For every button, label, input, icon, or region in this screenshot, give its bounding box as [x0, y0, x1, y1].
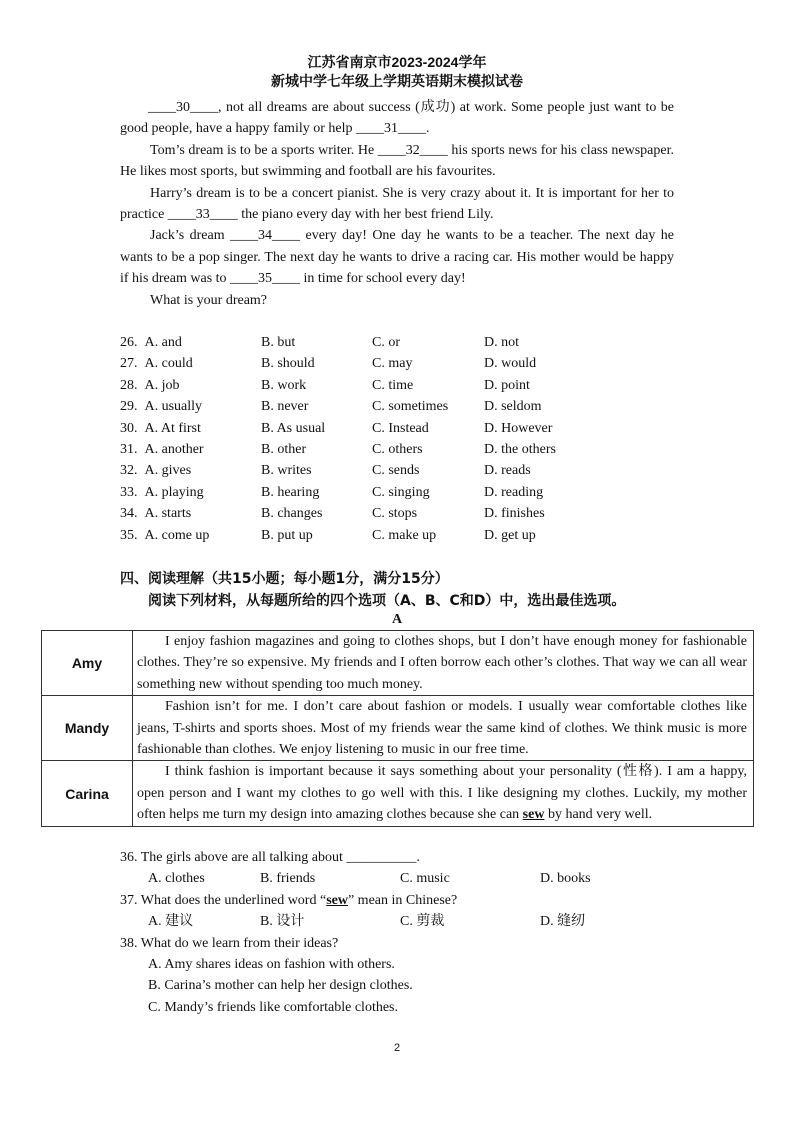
- question-number: 34.: [120, 506, 138, 522]
- speaker-text: [137, 761, 747, 825]
- question-stem: 36. The girls above are all talking about __________.: [120, 850, 420, 865]
- option-d: D. 缝纫: [540, 914, 586, 930]
- section-heading: 四、阅读理解（共15小题；每小题1分，满分15分）: [120, 571, 449, 587]
- option-row: [120, 396, 680, 417]
- table-row: [42, 696, 754, 761]
- stem-after: ” mean in Chinese?: [347, 892, 458, 908]
- option-c: C. Mandy’s friends like comfortable clothes.: [148, 999, 398, 1015]
- option-c: C. 剪裁: [400, 914, 445, 930]
- option-c: C. or: [372, 335, 400, 350]
- speaker-text-cell: [133, 761, 754, 826]
- option-b: B. hearing: [261, 484, 320, 500]
- option-row: [120, 353, 680, 374]
- option-b: B. but: [261, 335, 296, 350]
- speaker-text: I enjoy fashion magazines and going to clothes shops, but I don’t have enough money for fashionable clothes. They’re so expensive. My friends and I often borrow each other’s clothes. That way we can all wear something new without spending too much money.: [137, 634, 747, 692]
- reading-table: [41, 630, 754, 827]
- option-row: [120, 375, 680, 396]
- questions: [120, 847, 708, 1018]
- option-d: D. books: [540, 871, 591, 887]
- option-a: A. gives: [144, 463, 192, 479]
- stem-before: 37. What does the underlined word “: [120, 892, 327, 908]
- option-d: D. the others: [484, 441, 556, 457]
- option-row: [120, 525, 680, 546]
- question-options: [120, 868, 680, 889]
- option-b: B. put up: [261, 527, 313, 543]
- option-a: A. starts: [144, 506, 192, 522]
- table-row: [42, 761, 754, 826]
- option-row: [120, 418, 680, 439]
- option-row: [120, 482, 680, 503]
- speaker-text-before: I think fashion is important because it says something about your personality (性格). I am a happy, open person and I want my clothes to go well with this. I like designing my clothes. Luckily, my mother often helps me turn my design into amazing clothes because she can: [137, 764, 747, 823]
- option-d: D. reading: [484, 484, 544, 500]
- option-c: C. music: [400, 871, 450, 887]
- option-c: C. make up: [372, 527, 437, 543]
- passage-paragraph: Jack’s dream ____34____ every day! One day he wants to be a teacher. The next day he wants to be a pop singer. The next day he wants to drive a racing car. His mother would be happy if his dream was to ____35____ in time for school every day!: [120, 228, 674, 287]
- option-a: A. clothes: [148, 871, 205, 887]
- option-b: B. should: [261, 356, 315, 372]
- speaker-name: Carina: [42, 761, 133, 826]
- option-c: C. singing: [372, 484, 430, 500]
- question-stem: [120, 890, 680, 911]
- question-stem: 38. What do we learn from their ideas?: [120, 935, 339, 951]
- option-a: A. could: [144, 356, 193, 372]
- option-a: A. playing: [144, 484, 204, 500]
- option-d: D. point: [484, 377, 530, 393]
- option-d: D. would: [484, 356, 537, 372]
- option-d: D. seldom: [484, 399, 542, 415]
- question-number: 26.: [120, 335, 138, 350]
- page-number: 2: [393, 1042, 401, 1054]
- question-number: 32.: [120, 463, 138, 479]
- question-number: 28.: [120, 377, 138, 393]
- option-c: C. others: [372, 441, 423, 457]
- exam-title-line2: 新城中学七年级上学期英语期末模拟试卷: [271, 73, 523, 89]
- option-d: D. reads: [484, 463, 531, 479]
- option-b: B. never: [261, 399, 309, 415]
- question-number: 27.: [120, 356, 138, 372]
- cloze-passage: [120, 97, 674, 311]
- option-a: A. At first: [144, 420, 201, 436]
- passage-paragraph: ____30____, not all dreams are about success (成功) at work. Some people just want to be good people, have a happy family or help ____31____.: [120, 100, 674, 137]
- passage-paragraph: What is your dream?: [150, 292, 268, 308]
- option-b: B. work: [261, 377, 307, 393]
- option-row: [120, 460, 680, 481]
- option-row: [120, 332, 680, 353]
- speaker-text: Fashion isn’t for me. I don’t care about fashion or models. I usually wear comfortable clothes like jeans, T-shirts and sports shoes. Most of my friends wear the same kind of clothes. We think music is more fashionable than clothes. We enjoy listening to music in our free time.: [137, 699, 747, 758]
- option-c: C. may: [372, 356, 413, 372]
- underlined-word: sew: [326, 892, 348, 908]
- option-d: D. finishes: [484, 506, 545, 522]
- option-a: A. job: [144, 377, 180, 393]
- option-b: B. friends: [260, 871, 316, 887]
- option-c: C. Instead: [372, 420, 429, 436]
- exam-title-line1: 江苏省南京市2023-2024学年: [307, 54, 487, 70]
- option-b: B. changes: [261, 506, 323, 522]
- speaker-text-cell: [133, 631, 754, 696]
- underlined-word: sew: [522, 807, 545, 823]
- option-d: D. not: [484, 335, 519, 350]
- passage-paragraph: Harry’s dream is to be a concert pianist. She is very crazy about it. It is important for her to practice ____33____ the piano every day with her best friend Lily.: [120, 185, 674, 223]
- option-a: A. Amy shares ideas on fashion with others.: [148, 956, 395, 972]
- option-c: C. stops: [372, 506, 418, 522]
- question-number: 31.: [120, 441, 138, 457]
- speaker-name: Amy: [42, 631, 133, 696]
- option-a: A. come up: [144, 527, 210, 543]
- option-c: C. time: [372, 377, 414, 393]
- part-label: A: [391, 612, 403, 627]
- question-options: [120, 911, 680, 932]
- option-b: B. 设计: [260, 914, 305, 930]
- speaker-text-after: by hand very well.: [544, 807, 653, 823]
- option-d: D. get up: [484, 527, 536, 543]
- option-row: [120, 503, 680, 524]
- question-number: 30.: [120, 420, 138, 436]
- option-b: B. As usual: [261, 420, 326, 436]
- passage-paragraph: Tom’s dream is to be a sports writer. He ____32____ his sports news for his class newspaper. He likes most sports, but swimming and football are his favourites.: [120, 142, 674, 180]
- speaker-text-cell: [133, 696, 754, 761]
- question-number: 35.: [120, 527, 138, 543]
- section-instruction: 阅读下列材料，从每题所给的四个选项（A、B、C和D）中，选出最佳选项。: [148, 593, 626, 609]
- option-a: A. 建议: [148, 914, 194, 930]
- option-d: D. However: [484, 420, 553, 436]
- option-row: [120, 439, 680, 460]
- option-b: B. Carina’s mother can help her design clothes.: [148, 978, 413, 994]
- cloze-options: [120, 332, 680, 546]
- option-a: A. and: [144, 335, 182, 350]
- speaker-name: Mandy: [42, 696, 133, 761]
- option-b: B. writes: [261, 463, 312, 479]
- question-number: 33.: [120, 484, 138, 500]
- option-a: A. usually: [144, 399, 203, 415]
- question-number: 29.: [120, 399, 138, 415]
- option-c: C. sometimes: [372, 399, 449, 415]
- table-row: [42, 631, 754, 696]
- option-b: B. other: [261, 441, 307, 457]
- option-a: A. another: [144, 441, 204, 457]
- option-c: C. sends: [372, 463, 420, 479]
